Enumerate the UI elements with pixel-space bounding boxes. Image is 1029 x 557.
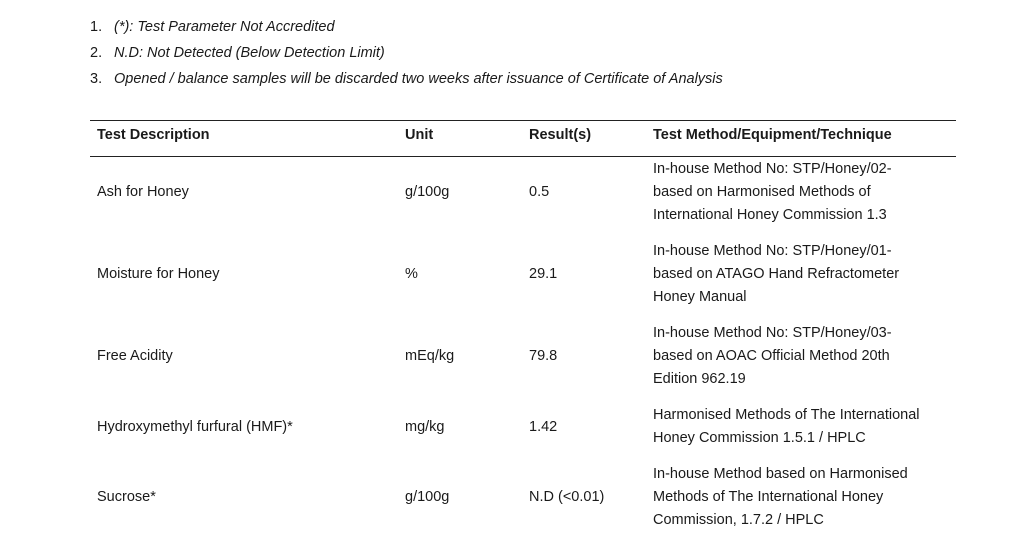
method-line: Edition 962.19 bbox=[653, 371, 746, 387]
method-line: Methods of The International Honey bbox=[653, 489, 884, 505]
method-line: International Honey Commission 1.3 bbox=[653, 207, 887, 223]
cell-result: 29.1 bbox=[529, 266, 558, 282]
cell-method bbox=[653, 240, 899, 309]
note-number: 3. bbox=[90, 71, 103, 87]
method-line: In-house Method No: STP/Honey/01- bbox=[653, 243, 892, 259]
method-line: based on ATAGO Hand Refractometer bbox=[653, 266, 900, 282]
method-line: In-house Method No: STP/Honey/03- bbox=[653, 325, 892, 341]
note-text: Opened / balance samples will be discarded two weeks after issuance of Certificate of Analysis bbox=[114, 71, 723, 87]
table-header-rule bbox=[90, 156, 956, 157]
method-line: In-house Method No: STP/Honey/02- bbox=[653, 161, 892, 177]
note-item bbox=[90, 43, 385, 63]
method-line: Honey Manual bbox=[653, 289, 747, 305]
cell-unit: mEq/kg bbox=[405, 348, 455, 364]
header-test-method: Test Method/Equipment/Technique bbox=[653, 127, 892, 143]
header-results: Result(s) bbox=[529, 127, 592, 143]
header-unit: Unit bbox=[405, 127, 434, 143]
cell-method bbox=[653, 158, 892, 227]
cell-unit: g/100g bbox=[405, 184, 450, 200]
method-line: based on Harmonised Methods of bbox=[653, 184, 871, 200]
method-line: based on AOAC Official Method 20th bbox=[653, 348, 890, 364]
note-text: N.D: Not Detected (Below Detection Limit) bbox=[114, 45, 385, 61]
cell-description: Moisture for Honey bbox=[97, 266, 220, 282]
note-number: 1. bbox=[90, 19, 103, 35]
cell-result: N.D (<0.01) bbox=[529, 489, 605, 505]
cell-result: 79.8 bbox=[529, 348, 558, 364]
method-line: In-house Method based on Harmonised bbox=[653, 466, 908, 482]
cell-result: 0.5 bbox=[529, 184, 550, 200]
cell-description: Free Acidity bbox=[97, 348, 173, 364]
note-item bbox=[90, 69, 723, 89]
cell-description: Hydroxymethyl furfural (HMF)* bbox=[97, 419, 293, 435]
note-number: 2. bbox=[90, 45, 103, 61]
header-test-description: Test Description bbox=[97, 127, 210, 143]
note-item bbox=[90, 17, 335, 37]
cell-description: Ash for Honey bbox=[97, 184, 189, 200]
cell-method bbox=[653, 463, 908, 532]
cell-method bbox=[653, 404, 920, 450]
cell-unit: g/100g bbox=[405, 489, 450, 505]
note-text: (*): Test Parameter Not Accredited bbox=[114, 19, 335, 35]
method-line: Honey Commission 1.5.1 / HPLC bbox=[653, 430, 866, 446]
table-top-rule bbox=[90, 120, 956, 121]
method-line: Harmonised Methods of The International bbox=[653, 407, 920, 423]
cell-unit: mg/kg bbox=[405, 419, 445, 435]
cell-unit: % bbox=[405, 266, 418, 282]
cell-description: Sucrose* bbox=[97, 489, 156, 505]
cell-method bbox=[653, 322, 892, 391]
cell-result: 1.42 bbox=[529, 419, 558, 435]
method-line: Commission, 1.7.2 / HPLC bbox=[653, 512, 824, 528]
